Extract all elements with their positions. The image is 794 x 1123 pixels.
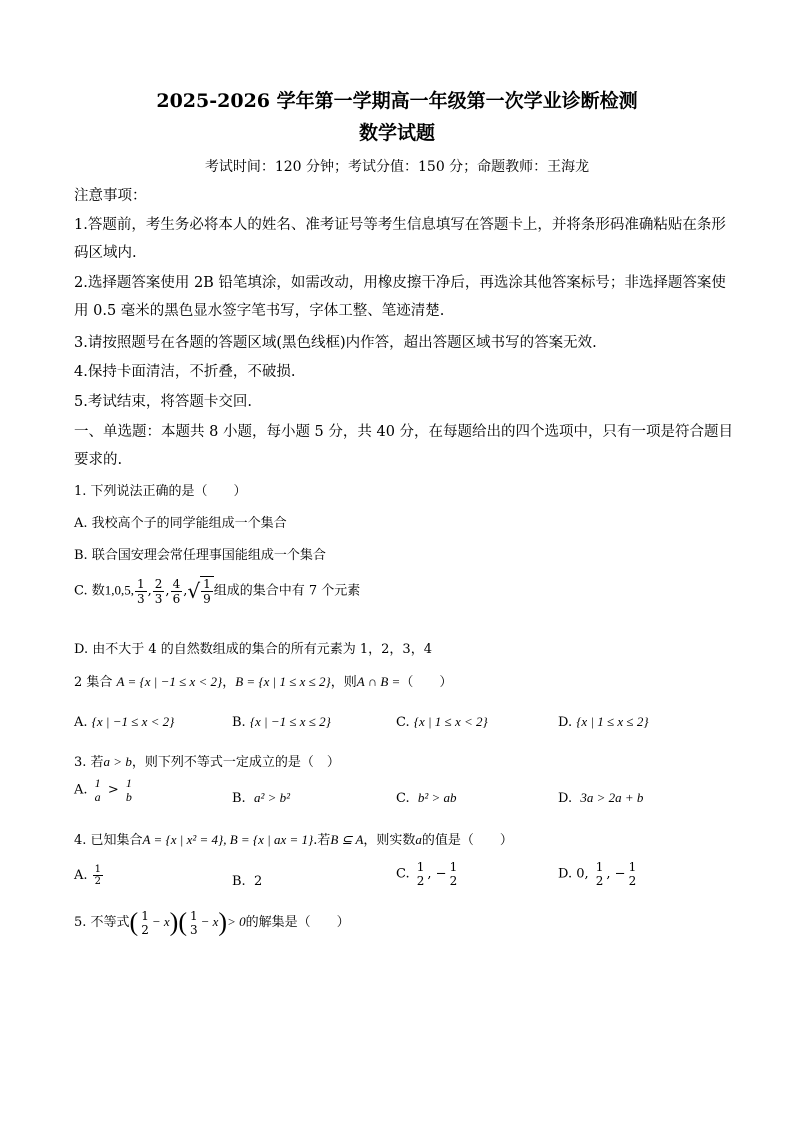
note-item-2: 2.选择题答案使用 2B 铅笔填涂，如需改动，用橡皮擦干净后，再选涂其他答案标号；非选择题答案使用 0.5 毫米的黑色显水签字笔书写，字体工整、笔迹清楚. — [74, 275, 726, 319]
q4-set-b: , B = {x | ax = 1} — [223, 832, 314, 847]
exam-info: 考试时间：120 分钟；考试分值：150 分；命题教师：王海龙 — [204, 159, 590, 175]
q1-option-d: D. 由不大于 4 的自然数组成的集合的所有元素为 1，2，3，4 — [74, 642, 432, 657]
q1-stem: 1. 下列说法正确的是（ ） — [74, 484, 247, 499]
fraction: 1 2 — [141, 908, 149, 937]
fraction: $\frac{1}{9}$ — [203, 577, 211, 606]
q4-relation: B ⊆ A — [330, 832, 364, 847]
exam-title: 2025-2026 学年第一学期高一年级第一次学业诊断检测 — [156, 90, 638, 112]
q3-option-b: B. a² > b² — [232, 790, 291, 806]
note-item-4: 4.保持卡面清洁，不折叠，不破损. — [74, 364, 296, 380]
fraction: 1 3 — [189, 908, 198, 937]
q2-option-a: A. {x | −1 ≤ x < 2} — [74, 714, 175, 730]
fraction: 1 2 — [595, 860, 604, 888]
sqrt-icon: √ — [187, 579, 201, 603]
q2-set-a: A = {x | −1 ≤ x < 2} — [116, 674, 223, 689]
note-item-1: 1.答题前，考生务必将本人的姓名、准考证号等考生信息填写在答题卡上，并将条形码准确粘贴在条形码区域内. — [74, 217, 726, 261]
fraction: 1 b — [125, 776, 132, 804]
q4-stem: 4. 已知集合A = {x | x² = 4}, B = {x | ax = 1}.若B ⊆ A，则实数a的值是（ ） — [74, 832, 513, 848]
q2-set-b: B = {x | 1 ≤ x ≤ 2} — [235, 674, 331, 689]
fraction: 1 2 — [416, 860, 425, 888]
q1-option-b: B. 联合国安理会常任理事国能组成一个集合 — [74, 548, 326, 563]
q2-option-d: D. {x | 1 ≤ x ≤ 2} — [558, 714, 649, 730]
fraction: $\frac{1}{2}$ — [94, 864, 102, 887]
q3-option-d: D. 3a > 2a + b — [558, 790, 644, 806]
note-item-3: 3.请按照题号在各题的答题区域(黑色线框)内作答，超出答题区域书写的答案无效. — [74, 335, 597, 351]
fraction: 1 2 — [449, 860, 458, 888]
sqrt-radicand — [200, 576, 214, 606]
q3-stem: 3. 若a > b，则下列不等式一定成立的是（ ） — [74, 754, 340, 770]
fraction: 1 2 — [628, 860, 637, 888]
note-item-5: 5.考试结束，将答题卡交回. — [74, 394, 252, 410]
q2-stem: 2 集合 A = {x | −1 ≤ x < 2}，B = {x | 1 ≤ x ≤ 2}，则A ∩ B =（ ） — [74, 674, 453, 690]
q2-option-c: C. {x | 1 ≤ x < 2} — [396, 714, 488, 730]
q4-set-a: A = {x | x² = 4} — [142, 832, 224, 847]
q1-option-a: A. 我校高个子的同学能组成一个集合 — [74, 516, 287, 531]
notes-heading: 注意事项： — [74, 188, 147, 204]
fraction: $\frac{2}{3}$ — [154, 576, 163, 606]
q1-option-c: C. 数1,0,5, $\frac{1}{3}$ , $\frac{2}{3}$ , $\frac{4}{6}$ ,√ $\frac{1}{9}$ 组成的集合中有 7 个元素 — [74, 576, 361, 606]
q2-expr: A ∩ B = — [356, 674, 401, 689]
fraction: $\frac{4}{6}$ — [172, 576, 181, 606]
q3-option-c: C. b² > ab — [396, 790, 457, 806]
q4-option-c: C. 1 2 , − 1 2 — [396, 860, 458, 888]
q3-condition: a > b — [103, 754, 132, 769]
q3-option-a: A. 1 a > 1 b — [74, 776, 132, 804]
q5-stem: 5. 不等式( 1 2 − x)( 1 3 − x)> 0的解集是（ ） — [74, 907, 350, 937]
fraction: 1 a — [94, 776, 101, 804]
q4-option-a: A. $\frac{1}{2}$ — [74, 864, 102, 887]
q4-option-d: D. 0, 1 2 , − 1 2 — [558, 860, 637, 888]
q1-c-nums: 1,0,5, — [104, 582, 134, 598]
fraction: $\frac{1}{3}$ — [137, 576, 145, 606]
exam-subtitle: 数学试题 — [358, 122, 435, 144]
q1-c-suffix: 组成的集合中有 7 个元素 — [213, 583, 361, 599]
q1-c-prefix: C. 数 — [74, 583, 105, 599]
q4-option-b: B. 2 — [232, 874, 263, 889]
section-heading: 一、单选题：本题共 8 小题，每小题 5 分，共 40 分，在每题给出的四个选项中，只有一项是符合题目要求的. — [74, 424, 734, 468]
q2-option-b: B. {x | −1 ≤ x ≤ 2} — [232, 714, 331, 730]
